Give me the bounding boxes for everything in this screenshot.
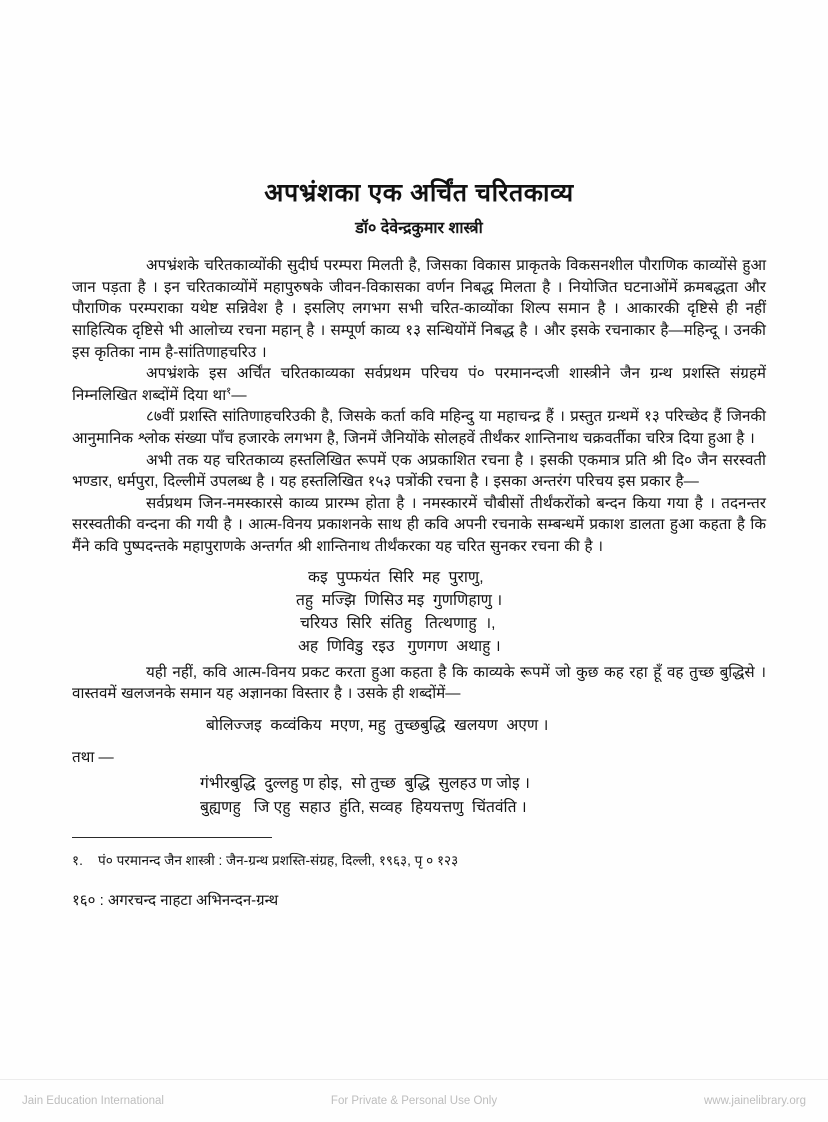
verse-line: अह णिविडु रइउ गुणगण अथाहु । (298, 637, 501, 655)
paragraph-5: सर्वप्रथम जिन-नमस्कारसे काव्य प्रारम्भ होता है । नमस्कारमें चौबीसों तीर्थंकरोंको बन्दन किया गया है । तदनन्तर सरस्वतीकी वन्दना की गयी है । आत्म-विनय प्रकाशनके साथ ही कवि अपनी रचनाके सम्बन्धमें प्रकाश डालता हुआ कहता है कि मैंने कवि पुष्पदन्तके महापुराणके अन्तर्गत श्री शान्तिनाथ तीर्थंकरका यह चरित सुनकर रचना की है । (72, 494, 766, 555)
running-footer: १६० : अगरचन्द नाहटा अभिनन्दन-ग्रन्थ (72, 892, 279, 910)
paragraph-3: ८७वीं प्रशस्ति सांतिणाहचरिउकी है, जिसके कर्ता कवि महिन्दु या महाचन्द्र हैं । प्रस्तुत ग्रन्थमें १३ परिच्छेद हैं जिनकी आनुमानिक श्लोक संख्या पाँच हजारके लगभग है, जिनमें जैनियोंके सोलहवें तीर्थंकर शान्तिनाथ चक्रवर्तीका चरित्र दिया हुआ है । (72, 408, 766, 447)
footnote-text: पं० परमानन्द जैन शास्त्री : जैन-ग्रन्थ प्रशस्ति-संग्रह, दिल्ली, १९६३, पृ ० १२३ (98, 853, 459, 869)
page-title: अपभ्रंशका एक अर्चिंत चरितकाव्य (264, 179, 574, 207)
paragraph-1: अपभ्रंशके चरितकाव्योंकी सुदीर्घ परम्परा मिलती है, जिसका विकास प्राकृतके विकसनशील पौराणिक काव्योंसे हुआ जान पड़ता है । इन चरितकाव्योंमें महापुरुषके जीवन-विकासका वर्णन निबद्ध मिलता है । नियोजित घटनाओंमें क्रमबद्धता और पौराणिक परम्पराका यथेष्ट सन्निवेश है । इसलिए लगभग सभी चरित-काव्योंका शिल्प समान है । आकारकी दृष्टिसे ही नहीं साहित्यिक दृष्टिसे भी आलोच्य रचना महान् है । सम्पूर्ण काव्य १३ सन्धियोंमें निबद्ध है । और इसके रचनाकार है—महिन्दू । उनकी इस कृतिका नाम है-सांतिणाहचरिउ । (72, 257, 766, 361)
paragraph-2 (72, 363, 766, 406)
footnote-marker: १ (226, 385, 232, 397)
verse-line: तहु मज्झि णिसिउ मइ गुणणिहाणु । (296, 591, 503, 609)
page-footer-bar (0, 1079, 828, 1122)
verse-line: चरियउ सिरि संतिहु तित्थणाहु ।, (300, 614, 496, 632)
body-text (72, 239, 766, 911)
footer-website[interactable]: www.jainelibrary.org (703, 1095, 806, 1107)
verse-line: बुह्यणहु जि एहु सहाउ हुंति, सव्वह हिययत्तणु चिंतवंति । (200, 798, 527, 816)
tatha-label: तथा — (72, 748, 114, 766)
paragraph-2-text: अपभ्रंशके इस अर्चिंत चरितकाव्यका सर्वप्रथम परिचय पं० परमानन्दजी शास्त्रीने जैन ग्रन्थ प्रशस्ति संग्रहमें निम्नलिखित शब्दोंमें दिया था (72, 365, 766, 404)
verse-line: गंभीरबुद्धि दुल्लहु ण होइ, सो तुच्छ बुद्धि सुलहउ ण जोइ । (200, 775, 530, 793)
paragraph-2-dash: — (231, 386, 247, 404)
page-content (72, 0, 766, 911)
author-byline: डॉ० देवेन्द्रकुमार शास्त्री (355, 220, 483, 238)
footer-organization: Jain Education International (22, 1095, 164, 1107)
paragraph-4: अभी तक यह चरितकाव्य हस्तलिखित रूपमें एक अप्रकाशित रचना है । इसकी एकमात्र प्रति श्री दि० जैन सरस्वती भण्डार, धर्मपुरा, दिल्लीमें उपलब्ध है । यह हस्तलिखित १५३ पत्रोंकी रचना है । इसका अन्तरंग परिचय इस प्रकार है— (72, 451, 766, 491)
verse-block-2 (72, 768, 766, 819)
paragraph-6: यही नहीं, कवि आत्म-विनय प्रकट करता हुआ कहता है कि काव्यके रूपमें जो कुछ कह रहा हूँ वह तुच्छ बुद्धिसे । वास्तवमें खलजनके समान यह अज्ञानका विस्तार है । उसके ही शब्दोंमें— (72, 663, 766, 703)
verse-line: कइ पुप्फयंत सिरि मह पुराणु, (308, 568, 484, 586)
footnote-number: १. (72, 853, 83, 869)
verse-single-line: बोलिज्जइ कव्वंकिय मएण, महु तुच्छबुद्धि खलयण अएण । (206, 716, 549, 734)
verse-block-1 (72, 558, 766, 662)
footer-usage-notice: For Private & Personal Use Only (330, 1095, 498, 1107)
footnote-entry (72, 838, 766, 871)
